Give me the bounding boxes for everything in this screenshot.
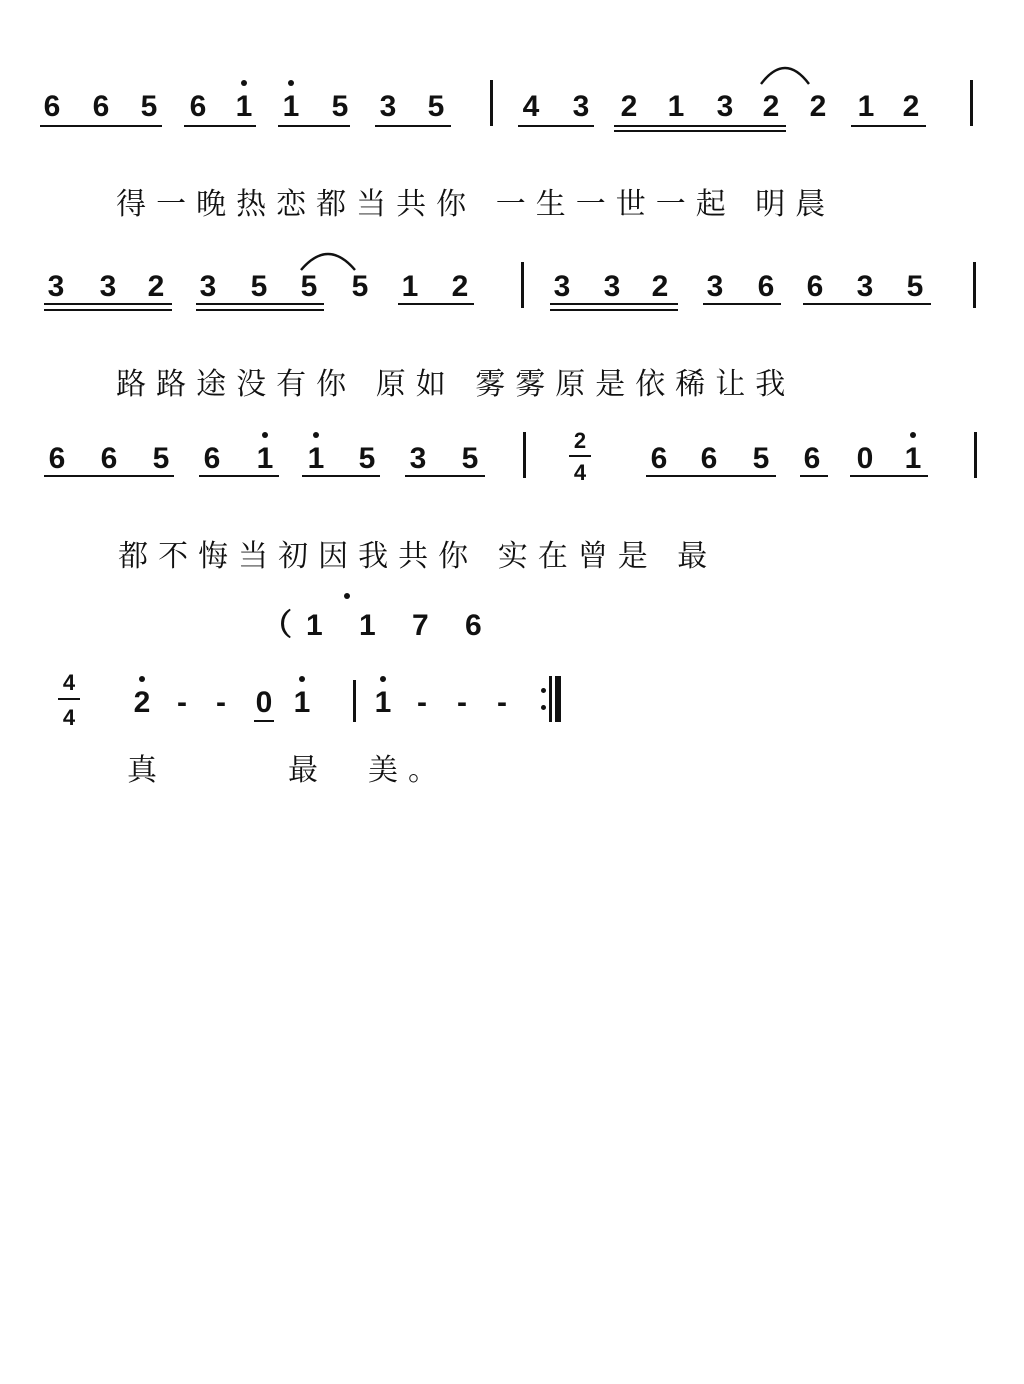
sixteenth-beam (614, 130, 786, 132)
eighth-beam (703, 303, 781, 305)
eighth-beam (44, 303, 172, 305)
lyrics-text: 得一晚热恋都当共你 一生一世一起 明晨 (116, 187, 836, 222)
note: 3 (572, 90, 590, 123)
note: 2 (651, 270, 669, 303)
eighth-beam (196, 303, 324, 305)
note: 0 (856, 442, 874, 475)
note: 3 (553, 270, 571, 303)
eighth-beam (405, 475, 485, 477)
high-octave-dot (299, 676, 305, 682)
repeat-dot (541, 688, 546, 693)
high-octave-dot (380, 676, 386, 682)
note: 6 (189, 90, 207, 123)
high-octave-dot (344, 593, 350, 599)
dash: - (177, 686, 187, 719)
lyrics-line (38, 340, 795, 430)
barline (490, 80, 493, 126)
eighth-beam (375, 125, 451, 127)
note: 3 (409, 442, 427, 475)
note: 1 (235, 90, 253, 123)
dash: - (216, 686, 226, 719)
high-octave-dot (139, 676, 145, 682)
note: 5 (461, 442, 479, 475)
note: 5 (351, 270, 369, 303)
tie-arc (758, 58, 812, 86)
time-sig-top: 4 (62, 670, 76, 695)
eighth-beam (278, 125, 350, 127)
note: 5 (906, 270, 924, 303)
note: 3 (603, 270, 621, 303)
note: 1 (667, 90, 685, 123)
barline (973, 262, 976, 308)
eighth-beam (302, 475, 380, 477)
repeat-bar-thick (555, 676, 561, 722)
note: 2 (762, 90, 780, 123)
eighth-beam (850, 475, 928, 477)
note: 3 (99, 270, 117, 303)
note: 3 (199, 270, 217, 303)
dash: - (417, 686, 427, 719)
time-sig-line (58, 698, 80, 700)
note: 3 (716, 90, 734, 123)
high-octave-dot (910, 432, 916, 438)
eighth-beam (44, 475, 174, 477)
note: 5 (250, 270, 268, 303)
lyrics-line (40, 512, 717, 602)
high-octave-dot (288, 80, 294, 86)
note: 1 (857, 90, 875, 123)
note: 2 (620, 90, 638, 123)
time-sig-bottom: 4 (573, 460, 587, 485)
sixteenth-beam (44, 309, 172, 311)
note: 2 (809, 90, 827, 123)
lyrics-text: 路路途没有你 原如 雾雾原是依稀让我 (116, 367, 796, 402)
high-octave-dot (262, 432, 268, 438)
note: 0 (255, 686, 273, 719)
time-sig-line (569, 455, 591, 457)
note: 6 (757, 270, 775, 303)
note: 6 (48, 442, 66, 475)
time-sig-bottom: 4 (62, 705, 76, 730)
note: 3 (47, 270, 65, 303)
eighth-beam (550, 303, 678, 305)
tie-arc (298, 244, 358, 272)
eighth-beam (518, 125, 594, 127)
note: 1 (293, 686, 311, 719)
eighth-beam (398, 303, 474, 305)
note: 5 (152, 442, 170, 475)
eighth-beam (254, 720, 274, 722)
note: 3 (706, 270, 724, 303)
note: 1 (307, 442, 325, 475)
high-octave-dot (313, 432, 319, 438)
lyrics-line (38, 160, 835, 250)
note: 6 (650, 442, 668, 475)
eighth-beam (803, 303, 931, 305)
note: 2 (451, 270, 469, 303)
lyric-char: 真 (127, 753, 167, 788)
note: 6 (806, 270, 824, 303)
note: 6 (43, 90, 61, 123)
high-octave-dot (241, 80, 247, 86)
note: 2 (147, 270, 165, 303)
repeat-dot (541, 705, 546, 710)
lyric-char: 美。 (368, 753, 448, 788)
barline (353, 680, 356, 722)
note: 2 (133, 686, 151, 719)
note: 2 (902, 90, 920, 123)
eighth-beam (646, 475, 776, 477)
time-sig-top: 2 (573, 428, 587, 453)
dash: - (497, 686, 507, 719)
note: 5 (140, 90, 158, 123)
sixteenth-beam (550, 309, 678, 311)
note: 3 (856, 270, 874, 303)
repeat-bar-thin (549, 676, 552, 722)
barline (521, 262, 524, 308)
barline (974, 432, 977, 478)
note: 6 (100, 442, 118, 475)
note: 4 (522, 90, 540, 123)
note: 6 (203, 442, 221, 475)
lyrics-text: 都不悔当初因我共你 实在曾是 最 (118, 539, 718, 574)
note: 1 (401, 270, 419, 303)
note: 5 (300, 270, 318, 303)
note: 5 (752, 442, 770, 475)
note: 1 (282, 90, 300, 123)
note: 3 (379, 90, 397, 123)
eighth-beam (800, 475, 828, 477)
eighth-beam (184, 125, 256, 127)
eighth-beam (851, 125, 926, 127)
note: 6 (803, 442, 821, 475)
note: 5 (331, 90, 349, 123)
note: 1 (904, 442, 922, 475)
note: 6 (92, 90, 110, 123)
sixteenth-beam (196, 309, 324, 311)
note: 5 (427, 90, 445, 123)
lyric-char: 最 (288, 753, 328, 788)
note: 5 (358, 442, 376, 475)
eighth-beam (40, 125, 162, 127)
eighth-beam (199, 475, 279, 477)
note: 1 (374, 686, 392, 719)
barline (523, 432, 526, 478)
note: 1 (256, 442, 274, 475)
bracket-notes: （1 1 7 6 (262, 609, 496, 642)
note: 6 (700, 442, 718, 475)
eighth-beam (614, 125, 786, 127)
barline (970, 80, 973, 126)
dash: - (457, 686, 467, 719)
